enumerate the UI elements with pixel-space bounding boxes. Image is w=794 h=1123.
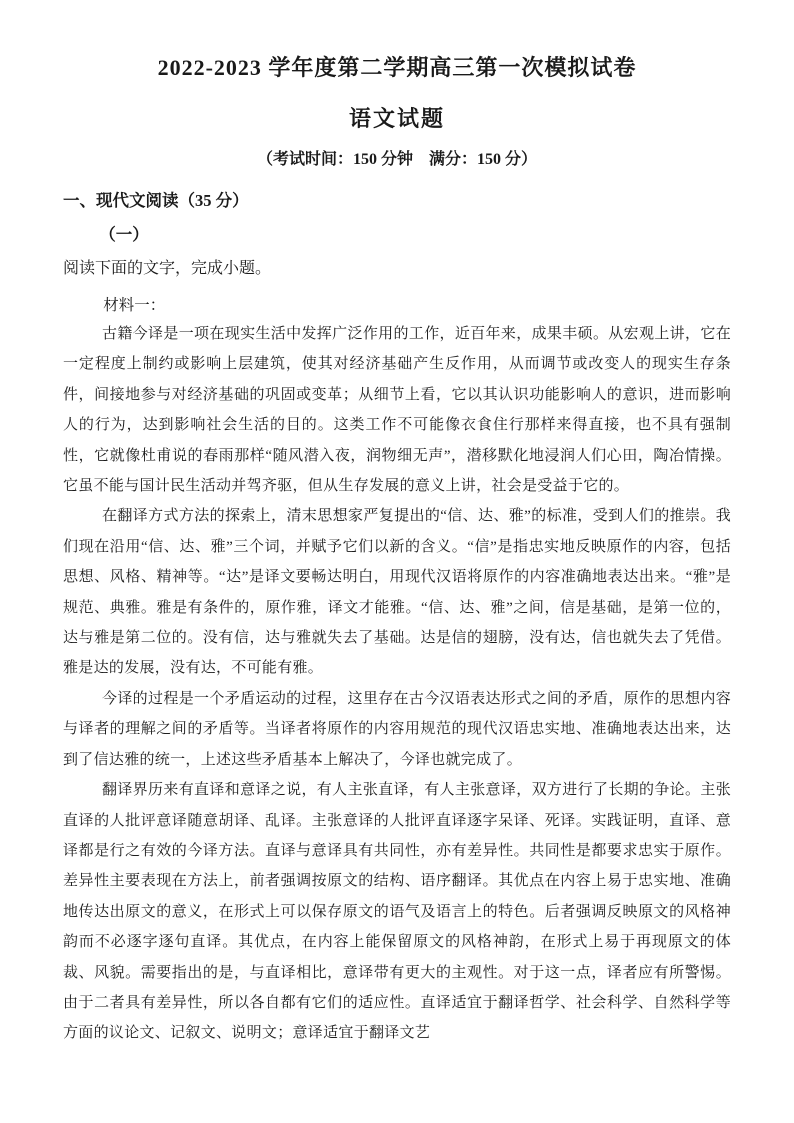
material-paragraph-1: 古籍今译是一项在现实生活中发挥广泛作用的工作，近百年来，成果丰硕。从宏观上讲，它在一定程度上制约或影响上层建筑，使其对经济基础产生反作用，从而调节或改变人的现实生存条件，间接地参与对经济基础的巩固或变革；从细节上看，它以其认识功能影响人的意识，进而影响人的行为，达到影响社会生活的目的。这类工作不可能像衣食住行那样来得直接，也不具有强制性，它就像杜甫说的春雨那样“随风潜入夜，润物细无声”，潜移默化地浸润人们心田，陶冶情操。它虽不能与国计民生活动并驾齐驱，但从生存发展的意义上讲，社会是受益于它的。 [63, 326, 731, 495]
subsection-label: （一） [99, 225, 149, 244]
material-paragraph-2: 在翻译方式方法的探索上，清末思想家严复提出的“信、达、雅”的标准，受到人们的推崇。我们现在沿用“信、达、雅”三个词，并赋予它们以新的含义。“信”是指忠实地反映原作的内容，包括思想、风格、精神等。“达”是译文要畅达明白，用现代汉语将原作的内容准确地表达出来。“雅”是规范、典雅。雅是有条件的，原作雅，译文才能雅。“信、达、雅”之间，信是基础，是第一位的，达与雅是第二位的。没有信，达与雅就失去了基础。达是信的翅膀，没有达，信也就失去了凭借。雅是达的发展，没有达，不可能有雅。 [63, 508, 731, 677]
exam-info: （考试时间：150 分钟 满分：150 分） [256, 151, 537, 168]
material-paragraph-3: 今译的过程是一个矛盾运动的过程，这里存在古今汉语表达形式之间的矛盾，原作的思想内容与译者的理解之间的矛盾等。当译者将原作的内容用规范的现代汉语忠实地、准确地表达出来，达到了信达雅的统一，上述这些矛盾基本上解决了，今译也就完成了。 [63, 690, 731, 768]
reading-instruction: 阅读下面的文字，完成小题。 [63, 260, 272, 277]
material-paragraph-4: 翻译界历来有直译和意译之说，有人主张直译，有人主张意译，双方进行了长期的争论。主张直译的人批评意译随意胡译、乱译。主张意译的人批评直译逐字呆译、死译。实践证明，直译、意译都是行之有效的今译方法。直译与意译具有共同性，亦有差异性。共同性是都要求忠实于原作。差异性主要表现在方法上，前者强调按原文的结构、语序翻译。其优点在内容上易于忠实地、准确地传达出原文的意义，在形式上可以保存原文的语气及语言上的特色。后者强调反映原文的风格神韵而不必逐字逐句直译。其优点，在内容上能保留原文的风格神韵，在形式上易于再现原文的体裁、风貌。需要指出的是，与直译相比，意译带有更大的主观性。对于这一点，译者应有所警惕。由于二者具有差异性，所以各自都有它们的适应性。直译适宜于翻译哲学、社会科学、自然科学等方面的议论文、记叙文、说明文；意译适宜于翻译文艺 [63, 782, 731, 1042]
exam-title: 2022-2023 学年度第二学期高三第一次模拟试卷 [157, 55, 637, 80]
section-heading: 一、现代文阅读（35 分） [63, 191, 249, 210]
material-label: 材料一： [103, 297, 166, 314]
subject-title: 语文试题 [348, 106, 445, 131]
